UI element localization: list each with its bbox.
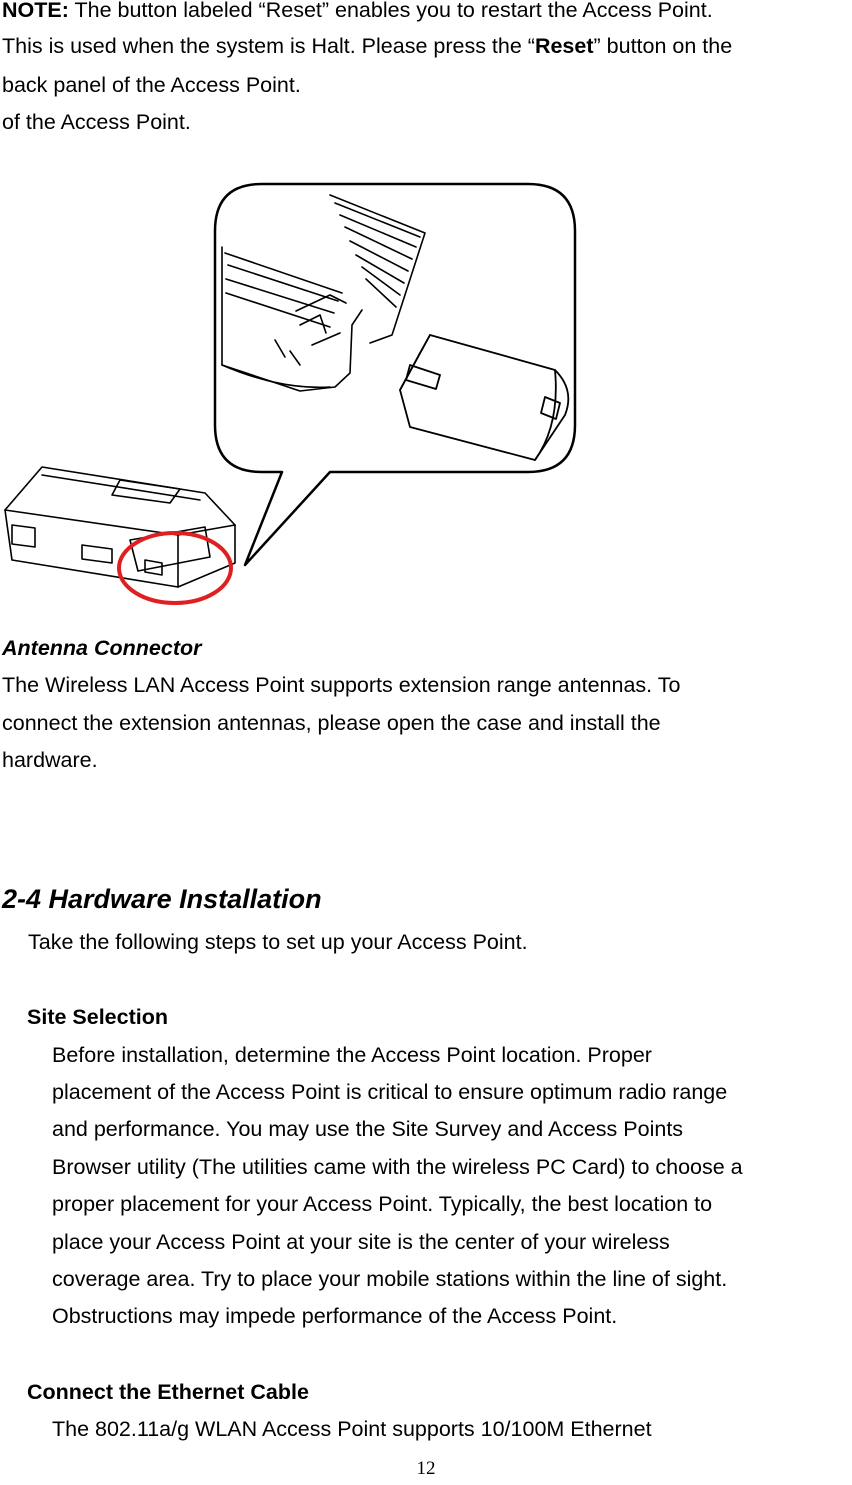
reset-bold: Reset xyxy=(534,34,594,58)
note-label: NOTE: xyxy=(2,0,69,22)
access-point-figure xyxy=(0,175,600,635)
note-line-3: back panel of the Access Point. xyxy=(2,73,301,97)
note-line-4: of the Access Point. xyxy=(2,110,191,134)
ethernet-heading: Connect the Ethernet Cable xyxy=(27,1380,309,1404)
note-line-2-pre: This is used when the system is Halt. Please press the “ xyxy=(2,34,535,58)
note-line-1-text: The button labeled “Reset” enables you to restart the Access Point. xyxy=(68,0,713,22)
site-line-1: Before installation, determine the Access Point location. Proper xyxy=(52,1043,652,1067)
antenna-line-2: connect the extension antennas, please open the case and install the xyxy=(2,711,661,735)
note-line-2-post: ” button on the xyxy=(593,34,733,58)
antenna-cover xyxy=(400,335,568,460)
site-line-3: and performance. You may use the Site Survey and Access Points xyxy=(52,1117,684,1141)
site-line-4: Browser utility (The utilities came with the wireless PC Card) to choose a xyxy=(52,1155,743,1179)
section-intro: Take the following steps to set up your Access Point. xyxy=(28,930,528,954)
page-number: 12 xyxy=(416,1458,436,1479)
section-title: 2-4 Hardware Installation xyxy=(2,884,322,914)
note-line-2 xyxy=(2,31,732,61)
note-line-1 xyxy=(2,0,713,25)
site-selection-heading: Site Selection xyxy=(27,1005,168,1029)
highlight-circle xyxy=(119,533,231,603)
ethernet-line-1: The 802.11a/g WLAN Access Point supports 10/100M Ethernet xyxy=(52,1417,652,1441)
antenna-line-3: hardware. xyxy=(2,748,98,772)
site-line-8: Obstructions may impede performance of the Access Point. xyxy=(52,1304,618,1328)
site-line-6: place your Access Point at your site is the center of your wireless xyxy=(52,1230,670,1254)
callout-bubble xyxy=(215,184,575,565)
site-line-2: placement of the Access Point is critical to ensure optimum radio range xyxy=(52,1080,728,1104)
antenna-line-1: The Wireless LAN Access Point supports extension range antennas. To xyxy=(2,673,681,697)
magnified-device xyxy=(222,195,425,391)
site-line-5: proper placement for your Access Point. Typically, the best location to xyxy=(52,1192,713,1216)
site-line-7: coverage area. Try to place your mobile stations within the line of sight. xyxy=(52,1267,728,1291)
antenna-heading: Antenna Connector xyxy=(2,636,202,660)
